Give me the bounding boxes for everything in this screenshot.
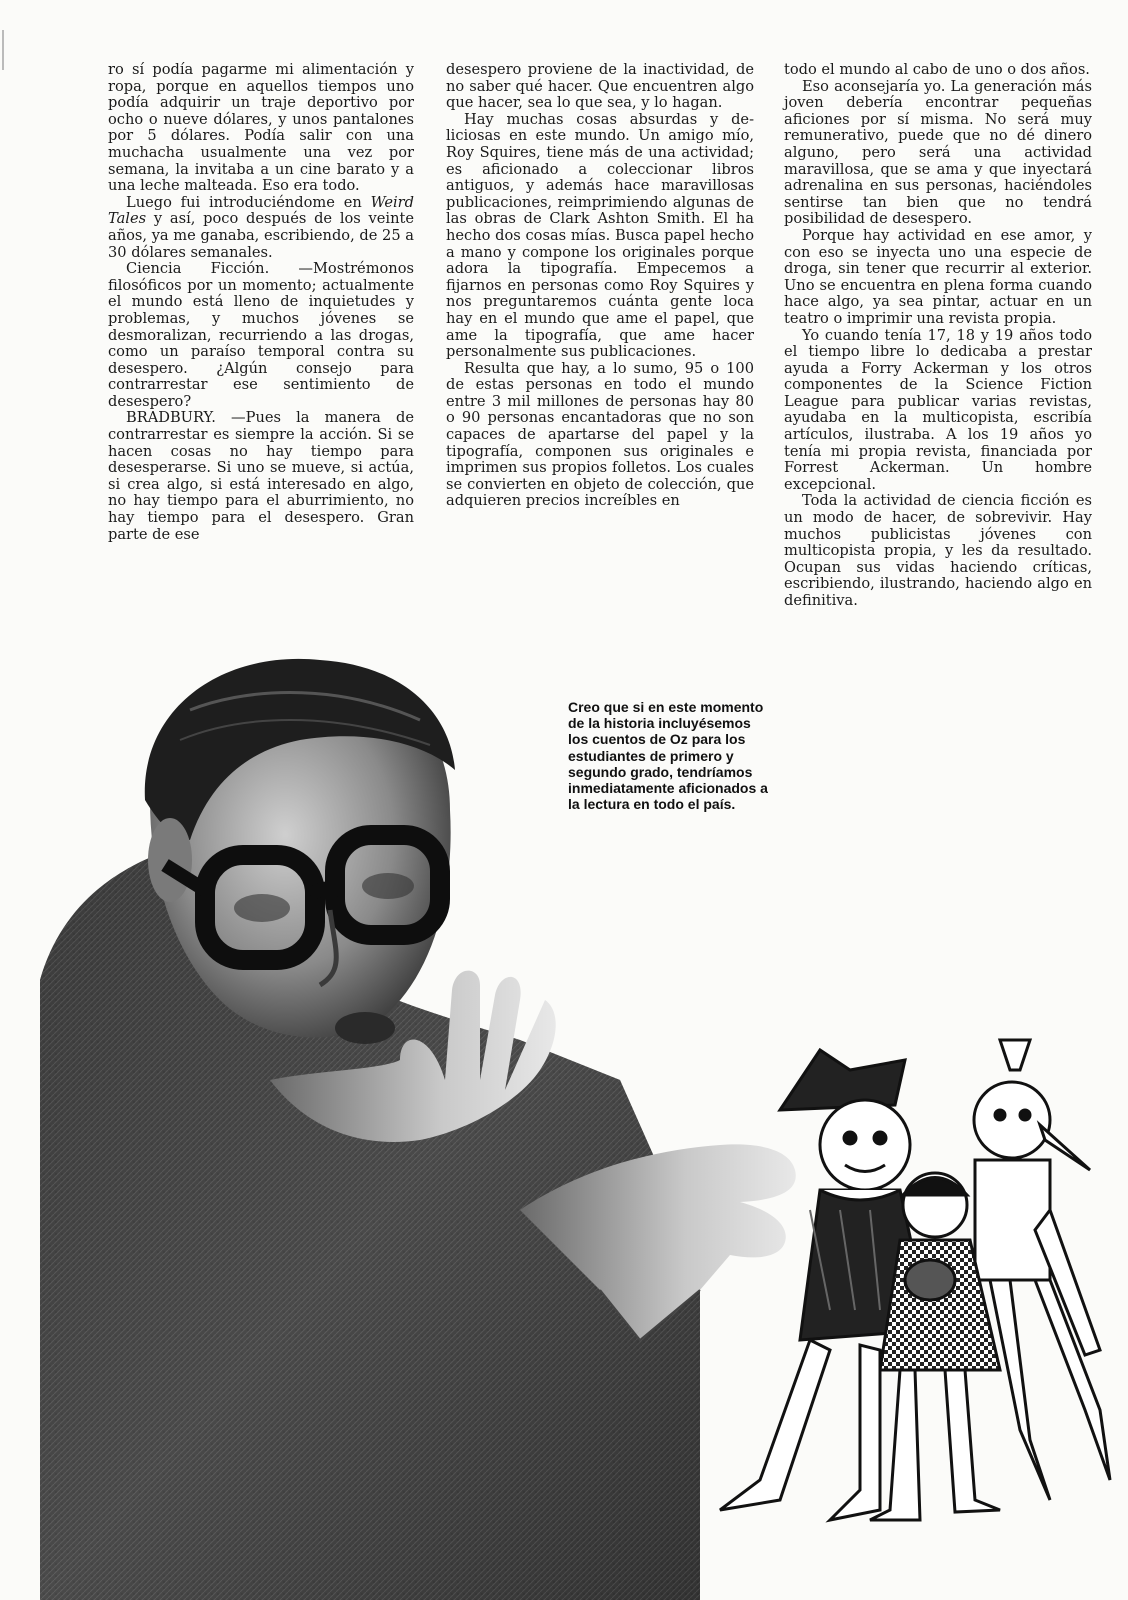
bradbury-photo-with-oz-illustration bbox=[0, 650, 1128, 1600]
magazine-title: Weird Tales bbox=[108, 193, 414, 228]
text-column-2 bbox=[446, 62, 754, 510]
pull-quote bbox=[568, 699, 768, 812]
text-run: y así, poco después de los veinte años, ya me ganaba, escribiendo, de 25 a 30 dólares semanales. bbox=[108, 210, 414, 261]
paragraph: Ciencia Ficción. —Mostrémonos filosóficos por un momento; actualmente el mundo está lleno de inquietudes y problemas, y muchos jóvenes se desmoralizan, recurriendo a las drogas, como un paraíso temporal contra su desespero. ¿Algún consejo para contrarrestar ese sentimiento de desespero? bbox=[108, 260, 414, 410]
pull-quote-text: Creo que si en este momento de la historia incluyésemos los cuentos de Oz para los estudiantes de primero y segundo grado, tendríamos inmediatamente aficionados a la lectura en todo el país. bbox=[568, 699, 768, 813]
text-column-3 bbox=[784, 62, 1092, 610]
oz-illustration bbox=[720, 1040, 1110, 1520]
scan-edge-mark bbox=[2, 30, 4, 70]
paragraph bbox=[108, 195, 414, 261]
paragraph: desespero proviene de la inactividad, de no saber qué hacer. Que encuentren algo que hacer, sea lo que sea, y lo hagan. bbox=[446, 61, 754, 112]
text-run: Luego fui introduciéndome en bbox=[126, 193, 371, 211]
paragraph: Hay muchas cosas absurdas y deliciosas en este mundo. Un amigo mío, Roy Squires, tiene más de una actividad; es aficionado a coleccionar libros antiguos, y además hace maravillosas publicaciones, reimprimiendo algunas de las obras de Clark Ashton Smith. El ha hecho dos cosas mías. Busca papel hecho a mano y compone los originales porque adora la tipografía. Empecemos a fijarnos en personas como Roy Squires y nos preguntaremos cuánta gente loca hay en el mundo que ame el papel, que ame la tipografía, que ame hacer personalmente sus publicaciones. bbox=[446, 110, 754, 361]
paragraph: Eso aconsejaría yo. La generación más joven debería encontrar pequeñas aficiones por sí misma. No será muy remunerativo, puede que no dé dinero alguno, pero será una actividad maravillosa, que se ama y que inyectará adrenalina en sus personas, haciéndoles sentirse tan bien que no tendrá posibilidad de desespero. bbox=[784, 77, 1092, 228]
paragraph: BRADBURY. —Pues la manera de contrarrestar es siempre la acción. Si se hacen cosas no hay tiempo para desesperarse. Si uno se mueve, si actúa, si crea algo, si está interesado en algo, no hay tiempo para el aburrimiento, no hay tiempo para el desespero. Gran parte de ese bbox=[108, 409, 414, 543]
paragraph: Porque hay actividad en ese amor, y con eso se inyecta uno una especie de droga, sin tener que recurrir al exterior. Uno se encuentra en plena forma cuando hace algo, ya sea pintar, actuar en un teatro o imprimir una revista propia. bbox=[784, 226, 1092, 327]
paragraph: Resulta que hay, a lo sumo, 95 o 100 de estas personas en todo el mundo entre 3 mil millones de personas hay 80 o 90 personas encantadoras que no son capaces de apartarse del papel y la tipografía, componen sus originales e imprimen sus propios folletos. Los cuales se convierten en objeto de colección, que adquieren precios increíbles en bbox=[446, 359, 754, 510]
paragraph: Yo cuando tenía 17, 18 y 19 años todo el tiempo libre lo dedicaba a prestar ayuda a Forry Ackerman y los otros componentes de la Science Fiction League para publicar varias revistas, ayudaba en la multicopista, escribía artículos, ilustraba. A los 19 años yo tenía mi propia revista, financiada por Forrest Ackerman. Un hombre excepcional. bbox=[784, 326, 1092, 493]
paragraph: todo el mundo al cabo de uno o dos años. bbox=[784, 61, 1090, 78]
paragraph: ro sí podía pagarme mi alimentación y ropa, porque en aquellos tiempos uno podía adquirir un traje deportivo por ocho o nueve dólares, y unos pantalones por 5 dólares. Podía salir con una muchacha usualmente una vez por semana, la invitaba a un cine barato y a una leche malteada. Eso era todo. bbox=[108, 61, 414, 195]
text-column-1 bbox=[108, 62, 414, 543]
paragraph: Toda la actividad de ciencia ficción es un modo de hacer, de sobrevivir. Hay muchos publicistas jóvenes con multicopista propia, y les da resultado. Ocupan sus vidas haciendo críticas, escribiendo, ilustrando, haciendo algo en definitiva. bbox=[784, 492, 1092, 609]
